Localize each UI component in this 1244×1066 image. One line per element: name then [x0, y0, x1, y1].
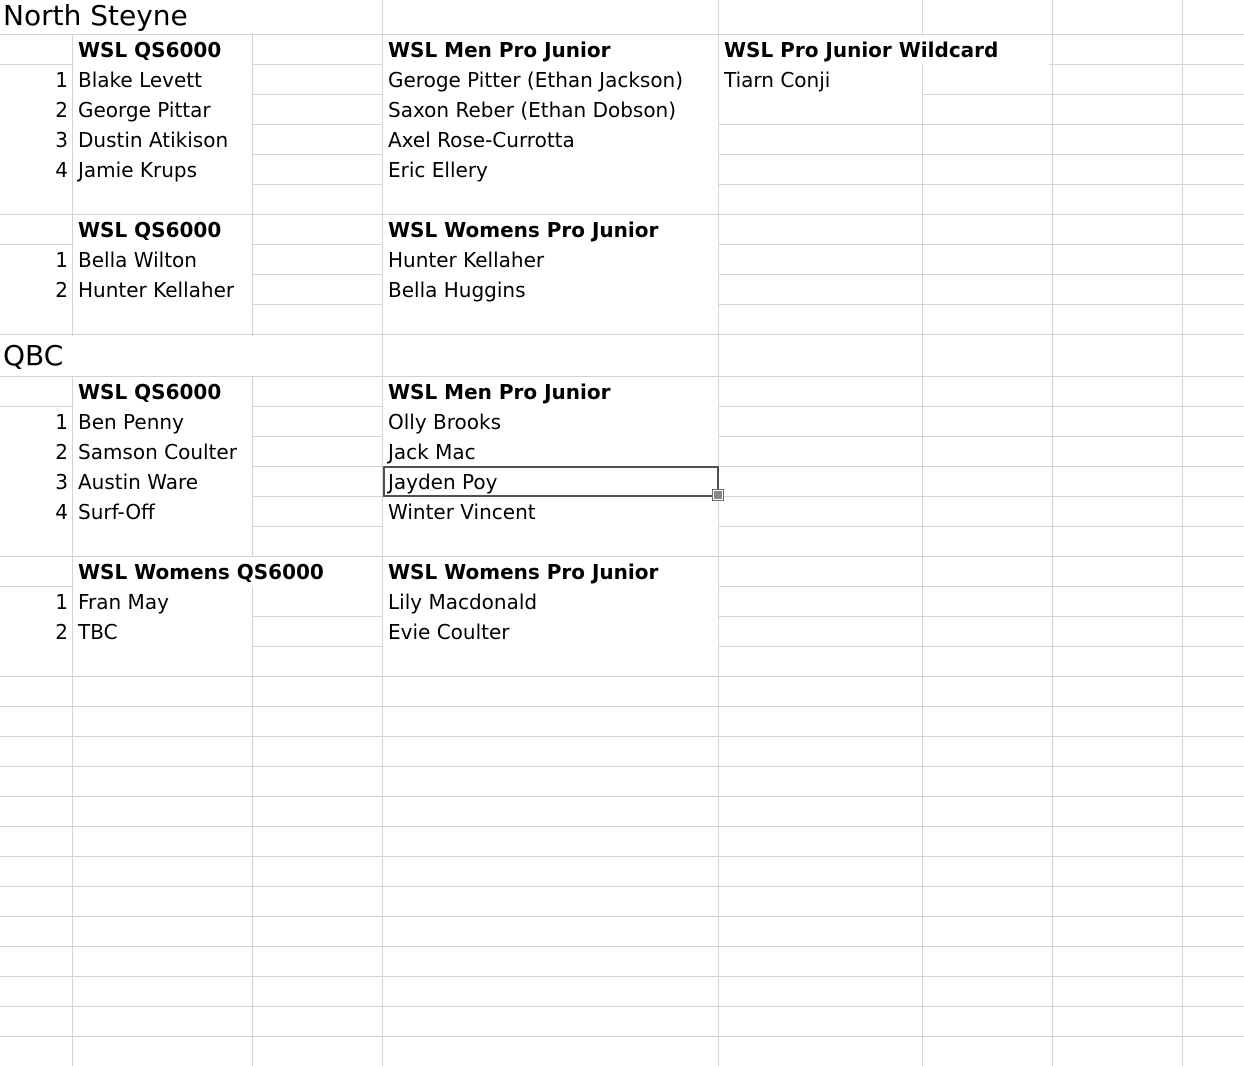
- row-divider: [0, 766, 1244, 767]
- rank-cell[interactable]: 1: [0, 245, 72, 275]
- row-divider: [0, 976, 1244, 977]
- name-cell[interactable]: Evie Coulter: [383, 617, 718, 647]
- row-divider: [0, 856, 1244, 857]
- name-cell[interactable]: Winter Vincent: [383, 497, 718, 527]
- name-cell[interactable]: Jack Mac: [383, 437, 718, 467]
- row-divider: [0, 946, 1244, 947]
- name-cell[interactable]: Dustin Atikison: [73, 125, 252, 155]
- rank-cell[interactable]: 2: [0, 275, 72, 305]
- row-divider: [0, 916, 1244, 917]
- rank-cell[interactable]: 4: [0, 155, 72, 185]
- name-cell[interactable]: Lily Macdonald: [383, 587, 718, 617]
- name-cell[interactable]: Geroge Pitter (Ethan Jackson): [383, 65, 718, 95]
- name-cell[interactable]: Fran May: [73, 587, 252, 617]
- name-cell[interactable]: Hunter Kellaher: [73, 275, 252, 305]
- name-cell[interactable]: Bella Huggins: [383, 275, 718, 305]
- name-cell-selected[interactable]: Jayden Poy: [383, 467, 718, 497]
- column-header-cell[interactable]: WSL Pro Junior Wildcard: [719, 35, 1049, 65]
- column-header-cell[interactable]: WSL Womens Pro Junior: [383, 215, 718, 245]
- name-cell[interactable]: TBC: [73, 617, 252, 647]
- rank-cell[interactable]: 1: [0, 587, 72, 617]
- row-divider: [0, 796, 1244, 797]
- column-divider: [718, 0, 719, 1066]
- section-title[interactable]: North Steyne: [0, 0, 255, 34]
- name-cell[interactable]: George Pittar: [73, 95, 252, 125]
- column-header-cell[interactable]: WSL Womens QS6000: [73, 557, 382, 587]
- row-divider: [0, 736, 1244, 737]
- fill-handle[interactable]: [713, 490, 723, 500]
- name-cell[interactable]: Samson Coulter: [73, 437, 252, 467]
- row-divider: [0, 886, 1244, 887]
- row-divider: [0, 1036, 1244, 1037]
- name-cell[interactable]: Olly Brooks: [383, 407, 718, 437]
- row-divider: [0, 826, 1244, 827]
- rank-cell[interactable]: 2: [0, 437, 72, 467]
- rank-cell[interactable]: 3: [0, 125, 72, 155]
- name-cell[interactable]: Blake Levett: [73, 65, 252, 95]
- row-divider: [0, 676, 1244, 677]
- column-header-cell[interactable]: WSL Men Pro Junior: [383, 377, 718, 407]
- name-cell[interactable]: Bella Wilton: [73, 245, 252, 275]
- rank-cell[interactable]: 3: [0, 467, 72, 497]
- name-cell[interactable]: Ben Penny: [73, 407, 252, 437]
- column-header-cell[interactable]: WSL Womens Pro Junior: [383, 557, 718, 587]
- row-divider: [0, 1006, 1244, 1007]
- name-cell[interactable]: Axel Rose-Currotta: [383, 125, 718, 155]
- column-divider: [922, 0, 923, 1066]
- name-cell[interactable]: Surf-Off: [73, 497, 252, 527]
- column-header-cell[interactable]: WSL Men Pro Junior: [383, 35, 718, 65]
- name-cell[interactable]: Eric Ellery: [383, 155, 718, 185]
- name-cell[interactable]: Hunter Kellaher: [383, 245, 718, 275]
- column-divider: [1052, 0, 1053, 1066]
- column-header-cell[interactable]: WSL QS6000: [73, 215, 252, 245]
- column-divider: [1182, 0, 1183, 1066]
- name-cell[interactable]: Jamie Krups: [73, 155, 252, 185]
- name-cell[interactable]: Austin Ware: [73, 467, 252, 497]
- row-divider: [0, 334, 1244, 335]
- rank-cell[interactable]: 4: [0, 497, 72, 527]
- row-divider: [0, 706, 1244, 707]
- section-title[interactable]: QBC: [0, 336, 255, 376]
- rank-cell[interactable]: 2: [0, 617, 72, 647]
- rank-cell[interactable]: 2: [0, 95, 72, 125]
- name-cell[interactable]: Tiarn Conji: [719, 65, 922, 95]
- column-header-cell[interactable]: WSL QS6000: [73, 35, 252, 65]
- column-header-cell[interactable]: WSL QS6000: [73, 377, 252, 407]
- column-divider: [252, 0, 253, 1066]
- name-cell[interactable]: Saxon Reber (Ethan Dobson): [383, 95, 718, 125]
- rank-cell[interactable]: 1: [0, 407, 72, 437]
- rank-cell[interactable]: 1: [0, 65, 72, 95]
